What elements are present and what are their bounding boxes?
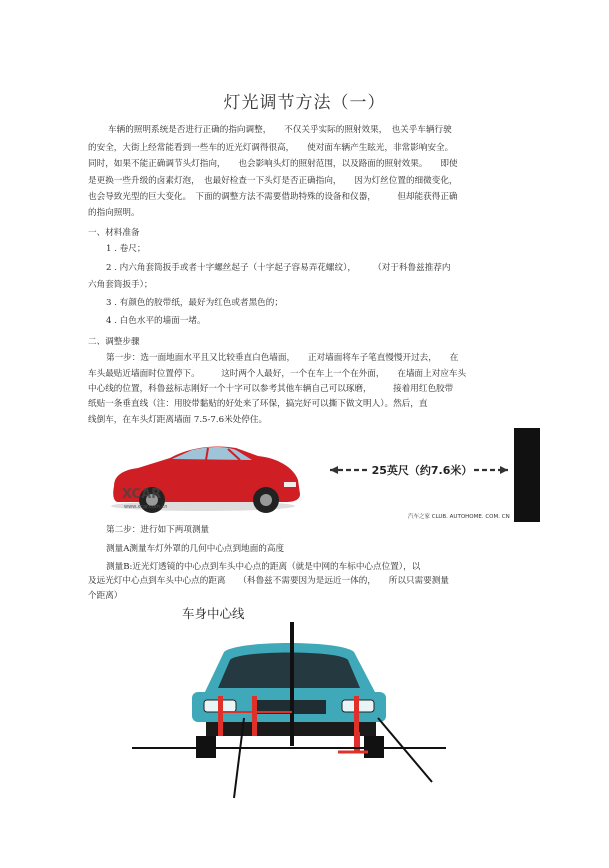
- intro-line: 的指向照明。: [88, 208, 140, 218]
- wall-block: [514, 428, 540, 522]
- section-heading-materials: 一、材料准备: [88, 228, 140, 238]
- watermark-text: XCAR: [122, 487, 162, 502]
- intro-line: 车辆的照明系统是否进行正确的指向调整， 不仅关乎实际的照射效果， 也关乎车辆行驶: [108, 125, 452, 135]
- page-title: 灯光调节方法（一）: [223, 93, 386, 113]
- section-heading-steps: 二、调整步骤: [88, 337, 140, 347]
- car-wall-distance-figure: [108, 428, 540, 522]
- list-item: 4 . 白色水平的墙面一堵。: [106, 316, 206, 326]
- list-item: 1 . 卷尺；: [106, 244, 146, 254]
- step2-line: 及远光灯中心点到车头中心点的距离 （科鲁兹不需要因为是远近一体的， 所以只需要测量: [88, 576, 449, 586]
- step2-line: 第二步：进行如下两项测量: [106, 525, 210, 535]
- intro-line: 是更换一些升级的卤素灯泡， 也最好检查一下头灯是否正确指向， 因为灯丝位置的细微变化，: [88, 176, 458, 186]
- list-item: 3 . 有颜色的胶带纸，最好为红色或者黑色的；: [106, 298, 283, 308]
- step2-line: 个距离）: [88, 591, 123, 601]
- distance-label: 25英尺（约7.6米）: [371, 464, 473, 477]
- intro-line: 同时，如果不能正确调节头灯指向， 也会影响头灯的照射范围，以及路面的照射效果。 即使: [88, 159, 458, 169]
- figure-label-center-line: 车身中心线: [182, 606, 245, 621]
- intro-line: 的安全，大街上经常能看到一些车的近光灯调得很高， 使对面车辆产生眩光，非常影响安全。: [88, 143, 454, 153]
- step1-line: 纸贴一条垂直线（注：用胶带黏贴的好处来了环保，搞完好可以撕下做文明人）。然后，直: [88, 399, 428, 409]
- list-item: 2 . 内六角套筒扳手或者十字螺丝起子（十字起子容易弄花螺纹）， （对于科鲁兹推荐内: [106, 263, 451, 273]
- watermark-subtext: www.xcar.com.cn: [124, 504, 168, 510]
- intro-line: 也会导致光型的巨大变化。 下面的调整方法不需要借助特殊的设备和仪器， 但却能获得正确: [88, 192, 458, 202]
- step1-line: 中心线的位置，科鲁兹标志刚好一个十字可以参考其他车辆自己可以琢磨， 接着用红色胶带: [88, 384, 454, 394]
- list-item: 六角套筒扳手）；: [88, 280, 153, 290]
- step2-line: 测量A测量车灯外罩的几何中心点到地面的高度: [106, 544, 285, 554]
- step2-line: 测量B:近光灯透镜的中心点到车头中心点的距离（就是中网的车标中心点位置），以: [106, 562, 421, 572]
- floor-line-right: [378, 718, 432, 782]
- car-front-centerline-figure: [132, 600, 446, 798]
- step1-line: 车头最贴近墙面时位置停下。 这时两个人最好，一个在车上一个在外面， 在墙面上对应车头: [88, 369, 467, 379]
- image-credit: 汽车之家 CLUB. AUTOHOME. COM. CN: [408, 514, 510, 520]
- step1-line: 线倒车，在车头灯距离墙面 7.5-7.6米处停住。: [88, 415, 268, 425]
- step1-line: 第一步：选一面地面水平且又比较垂直白色墙面， 正对墙面将车子笔直慢慢开过去， 在: [106, 353, 459, 363]
